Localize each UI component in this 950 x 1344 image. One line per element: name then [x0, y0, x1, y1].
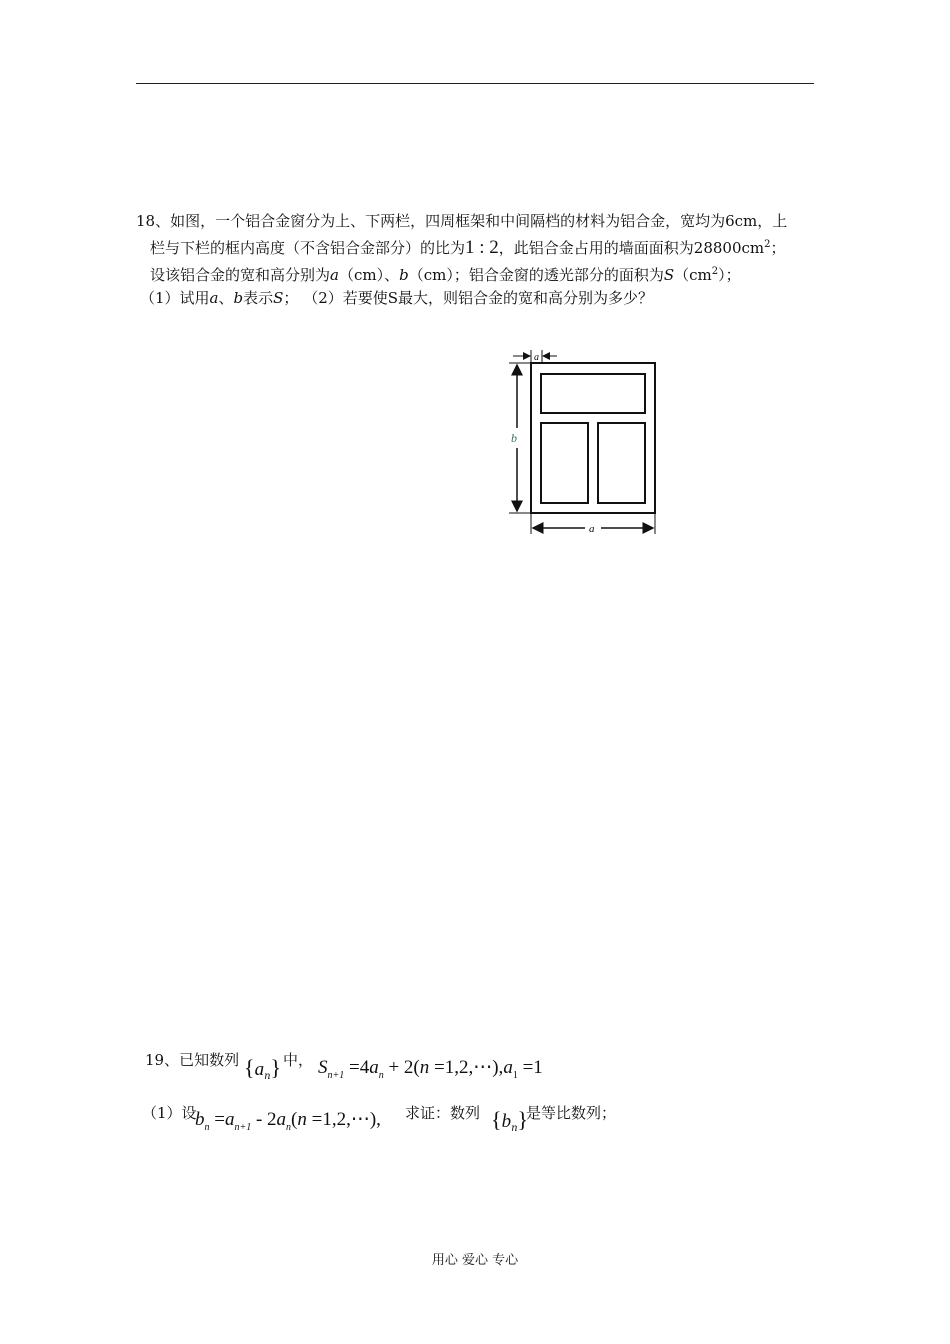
- q19-seq-a: $\{a_n\}$: [244, 1055, 282, 1082]
- q19-geo: 是等比数列；: [526, 1104, 617, 1122]
- q19-part1-label: （1）设: [142, 1104, 197, 1122]
- q19-equation-2: $b_n =a_{n+1} - 2a_n(n$ =1,2,⋯),: [195, 1109, 381, 1133]
- footer: 用心 爱心 专心: [431, 1253, 519, 1268]
- header-rule: [136, 83, 814, 84]
- q19-proof: 求证：数列: [405, 1104, 481, 1122]
- bottom-right-pane: [598, 423, 645, 503]
- q19-seq-b: $\{b_n\}$: [491, 1107, 529, 1134]
- q19-zhong: 中，: [283, 1051, 314, 1069]
- q18-line3: 设该铝合金的宽和高分别为a（cm）、b（cm）；铝合金窗的透光部分的面积为$S(cm^2)$；: [150, 266, 741, 284]
- top-pane: [541, 374, 645, 413]
- label-a-bottom: a: [589, 523, 595, 535]
- label-b: b: [511, 431, 517, 445]
- outer-frame: [531, 363, 655, 513]
- label-a-top: a: [534, 352, 539, 363]
- q18-line1: 18、如图，一个铝合金窗分为上、下两栏，四周框架和中间隔档的材料为铝合金，宽均为6cm，上: [136, 212, 788, 230]
- q18-line2: 栏与下栏的框内高度（不含铝合金部分）的比为1 : 2，此铝合金占用的墙面面积为$28800cm^2$；: [150, 237, 786, 258]
- window-figure: [505, 348, 665, 538]
- q19-intro: 19、已知数列: [145, 1051, 240, 1069]
- q19-equation-1: $S_{n+1} =4a_n + 2(n$ $=1,2,\cdots),a_1 =1$: [318, 1057, 543, 1081]
- ratio: 1 : 2: [465, 237, 499, 258]
- q18-line4: （1）试用a、b表示S； （2）若要使S最大，则铝合金的宽和高分别为多少？: [140, 289, 654, 307]
- bottom-left-pane: [541, 423, 588, 503]
